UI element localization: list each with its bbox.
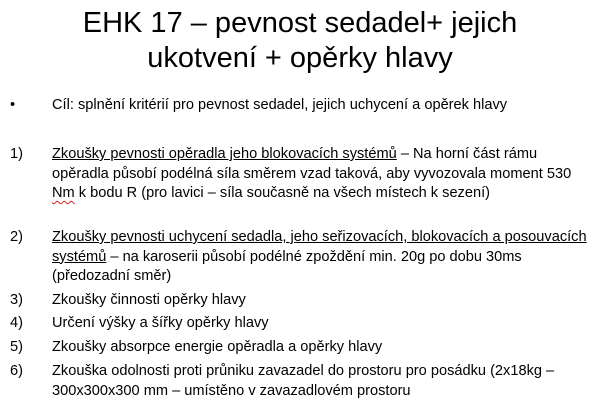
item-heading: Zkoušky pevnosti opěradla jeho blokovacích systémů	[52, 146, 397, 162]
spellcheck-word: Nm	[52, 185, 75, 202]
item-number: 4)	[10, 315, 23, 331]
slide-title	[0, 6, 600, 76]
item-number: 6)	[10, 363, 23, 379]
item-text: Zkoušky činnosti opěrky hlavy	[52, 292, 246, 308]
item-number: 2)	[10, 229, 23, 245]
item-heading: Zkoušky pevnosti uchycení sedadla, jeho seřizovacích, blokovacích a posouvacích systémů	[52, 229, 587, 265]
item-number: 5)	[10, 339, 23, 355]
item-body-end: k bodu R (pro lavici – síla současně na všech místech k sezení)	[74, 185, 491, 202]
bullet-marker: •	[10, 97, 16, 113]
title-line-2: ukotvení + opěrky hlavy	[147, 42, 453, 74]
item-text	[52, 228, 592, 287]
title-line-1: EHK 17 – pevnost sedadel+ jejich	[82, 7, 518, 39]
item-body: – Na horní část rámu opěradla působí podélná síla směrem vzad taková, aby vyvozovala moment 530	[52, 146, 572, 182]
item-text: Zkouška odolnosti proti průniku zavazadel do prostoru pro posádku (2x18kg – 300x300x300 mm – umístěno v zavazadlovém prostoru	[52, 363, 555, 399]
item-number: 3)	[10, 292, 23, 308]
item-body: – na karoserii působí podélné zpoždění min. 20g po dobu 30ms (předozadní směr)	[52, 248, 522, 285]
item-text: Určení výšky a šířky opěrky hlavy	[52, 315, 269, 331]
item-number: 1)	[10, 146, 23, 162]
item-text	[52, 145, 592, 204]
item-text: Zkoušky absorpce energie opěradla a opěrky hlavy	[52, 339, 383, 355]
item-text: Cíl: splnění kritérií pro pevnost sedadel, jejich uchycení a opěrek hlavy	[52, 97, 508, 113]
